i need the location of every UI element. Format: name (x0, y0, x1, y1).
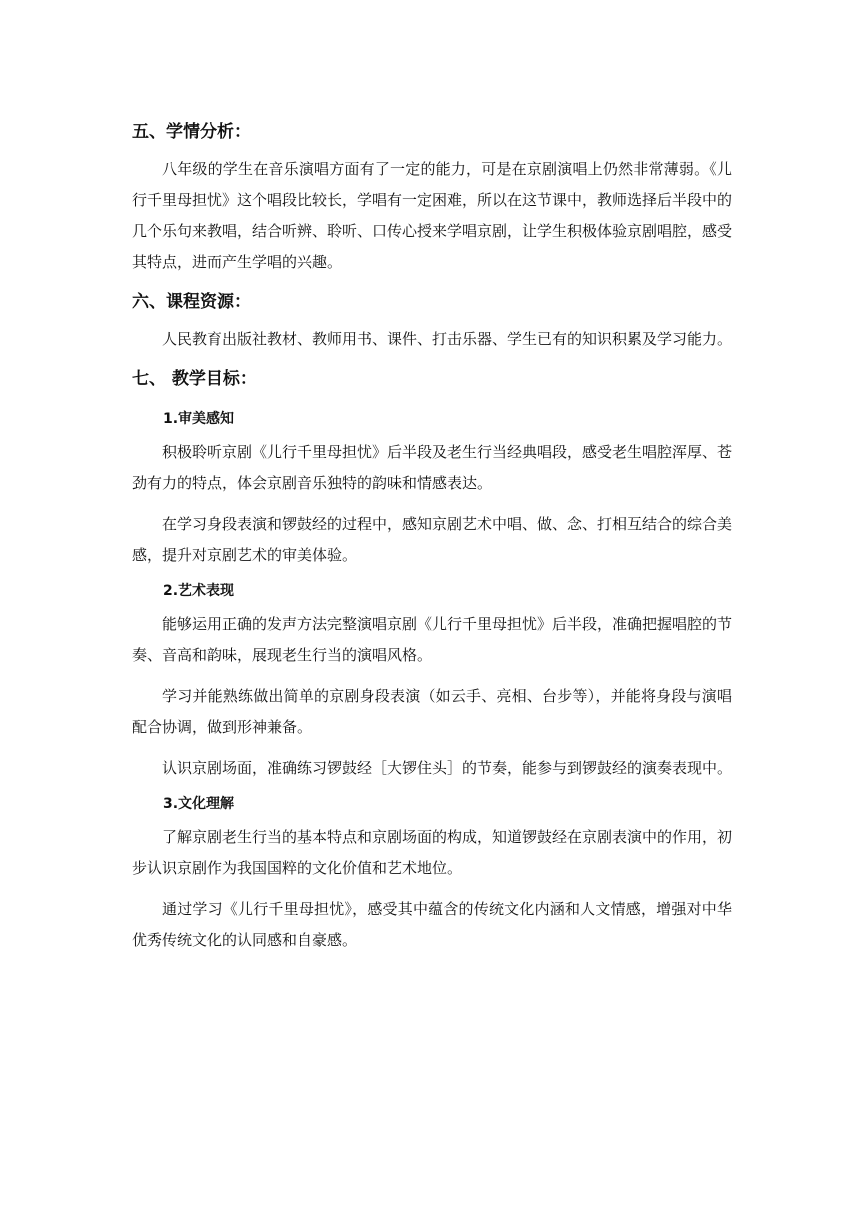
goal-2-paragraph-1: 能够运用正确的发声方法完整演唱京剧《儿行千里母担忧》后半段，准确把握唱腔的节奏、音高和韵味，展现老生行当的演唱风格。 (132, 615, 733, 664)
section-6-heading: 六、课程资源： (132, 292, 251, 312)
section-5-heading: 五、学情分析： (132, 122, 251, 142)
goal-3-paragraph-1: 了解京剧老生行当的基本特点和京剧场面的构成，知道锣鼓经在京剧表演中的作用，初步认识京剧作为我国国粹的文化价值和艺术地位。 (132, 828, 733, 877)
goal-3-title: 3.文化理解 (163, 796, 235, 812)
goal-2-title: 2.艺术表现 (163, 583, 235, 599)
goal-3-paragraph-2: 通过学习《儿行千里母担忧》，感受其中蕴含的传统文化内涵和人文情感，增强对中华优秀传统文化的认同感和自豪感。 (132, 900, 732, 949)
goal-2-paragraph-3: 认识京剧场面，准确练习锣鼓经［大锣住头］的节奏，能参与到锣鼓经的演奏表现中。 (162, 759, 733, 777)
section-7-heading: 七、 教学目标： (132, 369, 257, 389)
goal-1-paragraph-2: 在学习身段表演和锣鼓经的过程中，感知京剧艺术中唱、做、念、打相互结合的综合美感，提升对京剧艺术的审美体验。 (132, 515, 733, 564)
goal-1-title: 1.审美感知 (163, 411, 235, 427)
section-6-paragraph: 人民教育出版社教材、教师用书、课件、打击乐器、学生已有的知识积累及学习能力。 (162, 330, 733, 348)
document-body (132, 112, 732, 958)
goal-2-paragraph-2: 学习并能熟练做出简单的京剧身段表演（如云手、亮相、台步等），并能将身段与演唱配合协调，做到形神兼备。 (132, 687, 732, 736)
section-5-paragraph: 八年级的学生在音乐演唱方面有了一定的能力，可是在京剧演唱上仍然非常薄弱。《儿行千里母担忧》这个唱段比较长，学唱有一定困难，所以在这节课中，教师选择后半段中的几个乐句来教唱，结合听辨、聆听、口传心授来学唱京剧，让学生积极体验京剧唱腔，感受其特点，进而产生学唱的兴趣。 (132, 160, 733, 271)
goal-1-paragraph-1: 积极聆听京剧《儿行千里母担忧》后半段及老生行当经典唱段，感受老生唱腔浑厚、苍劲有力的特点，体会京剧音乐独特的韵味和情感表达。 (132, 443, 733, 492)
